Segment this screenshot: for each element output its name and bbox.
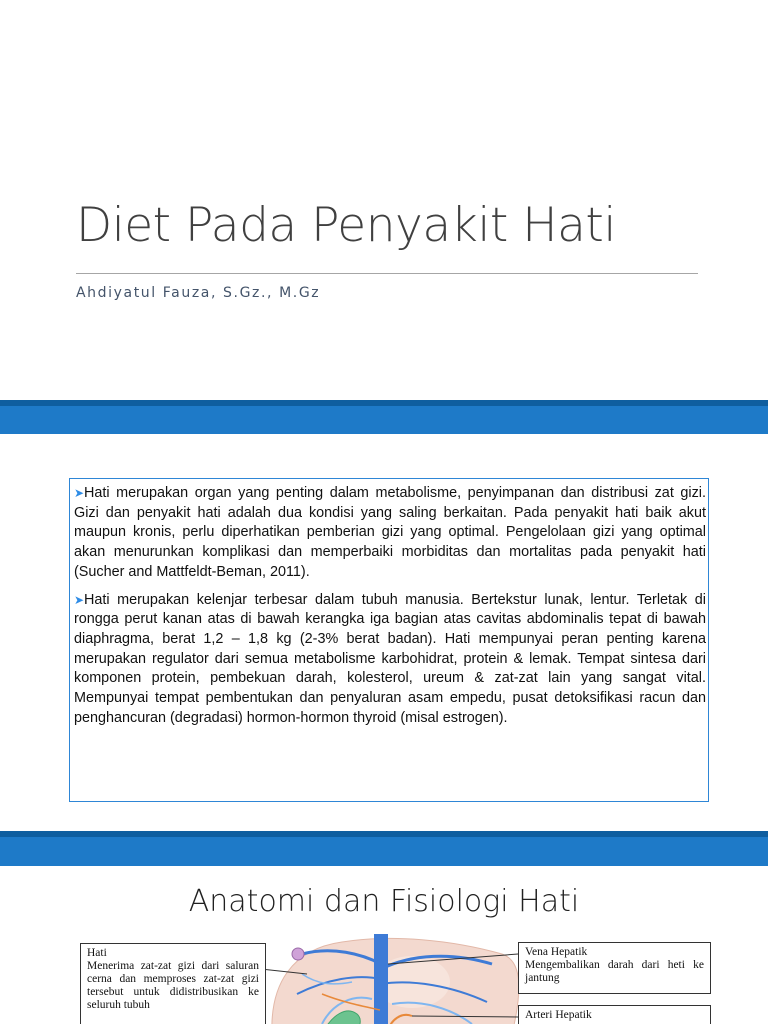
slide-separator — [0, 831, 768, 866]
callout-heading: Arteri Hepatik — [525, 1009, 592, 1021]
paragraph-text: Hati merupakan organ yang penting dalam metabolisme, penyimpanan dan distribusi zat gizi. Gizi dan penyakit hati adalah dua kondisi yang saling berkaitan. Pada penyakit hati baik akut maupun kronis, perlu diperhatikan pemberian gizi yang optimal. Pengelolaan gizi yang optimal akan menurunkan komplikasi dan memperbaiki morbiditas dan mortalitas pada penyakit hati (Sucher and Mattfeldt-Beman, 2011). — [74, 485, 706, 580]
text-slide — [0, 434, 768, 831]
paragraph-text: Hati merupakan kelenjar terbesar dalam tubuh manusia. Bertekstur lunak, lentur. Terletak di rongga perut kanan atas di bawah kerangka iga bagian atas cavitas abdominalis tepat di bawah diaphragma, berat 1,2 – 1,8 kg (2-3% berat badan). Hati mempunyai peran penting karena merupakan regulator dari semua metabolisme karbohidrat, protein & lemak. Tempat sintesa dari komponen protein, pembekuan darah, kolesterol, ureum & zat-zat lain yang sangat vital. Mempunyai tempat pembentukan dan penyaluran asam empedu, pusat detoksifikasi racun dan penghancuran (degradasi) hormon-hormon thyroid (misal estrogen). — [74, 591, 706, 726]
text-box — [69, 478, 709, 802]
paragraph — [74, 484, 706, 583]
slide-subtitle: Ahdiyatul Fauza, S.Gz., M.Gz — [76, 285, 321, 301]
slide-title: Anatomi dan Fisiologi Hati — [188, 884, 580, 919]
callout-heading: Hati — [87, 947, 107, 959]
callout-hati — [80, 943, 266, 1024]
arrow-bullet-icon: ➤ — [74, 486, 85, 500]
paragraph — [74, 591, 706, 729]
arrow-bullet-icon: ➤ — [74, 592, 85, 607]
callout-text: Menerima zat-zat gizi dari saluran cerna dan memproses zat-zat gizi tersebut untuk didistribusikan ke seluruh tubuh — [87, 960, 259, 1011]
callout-text: Mengembalikan darah dari heti ke jantung — [525, 959, 704, 984]
liver-anatomy-illustration — [262, 924, 522, 1024]
anatomy-slide — [0, 866, 768, 1024]
title-slide — [0, 0, 768, 400]
slide-title: Diet Pada Penyakit Hati — [76, 198, 616, 253]
title-divider — [76, 273, 698, 274]
callout-heading: Vena Hepatik — [525, 946, 588, 958]
slide-separator — [0, 400, 768, 434]
callout-vena-hepatik — [518, 942, 711, 994]
callout-arteri-hepatik — [518, 1005, 711, 1024]
